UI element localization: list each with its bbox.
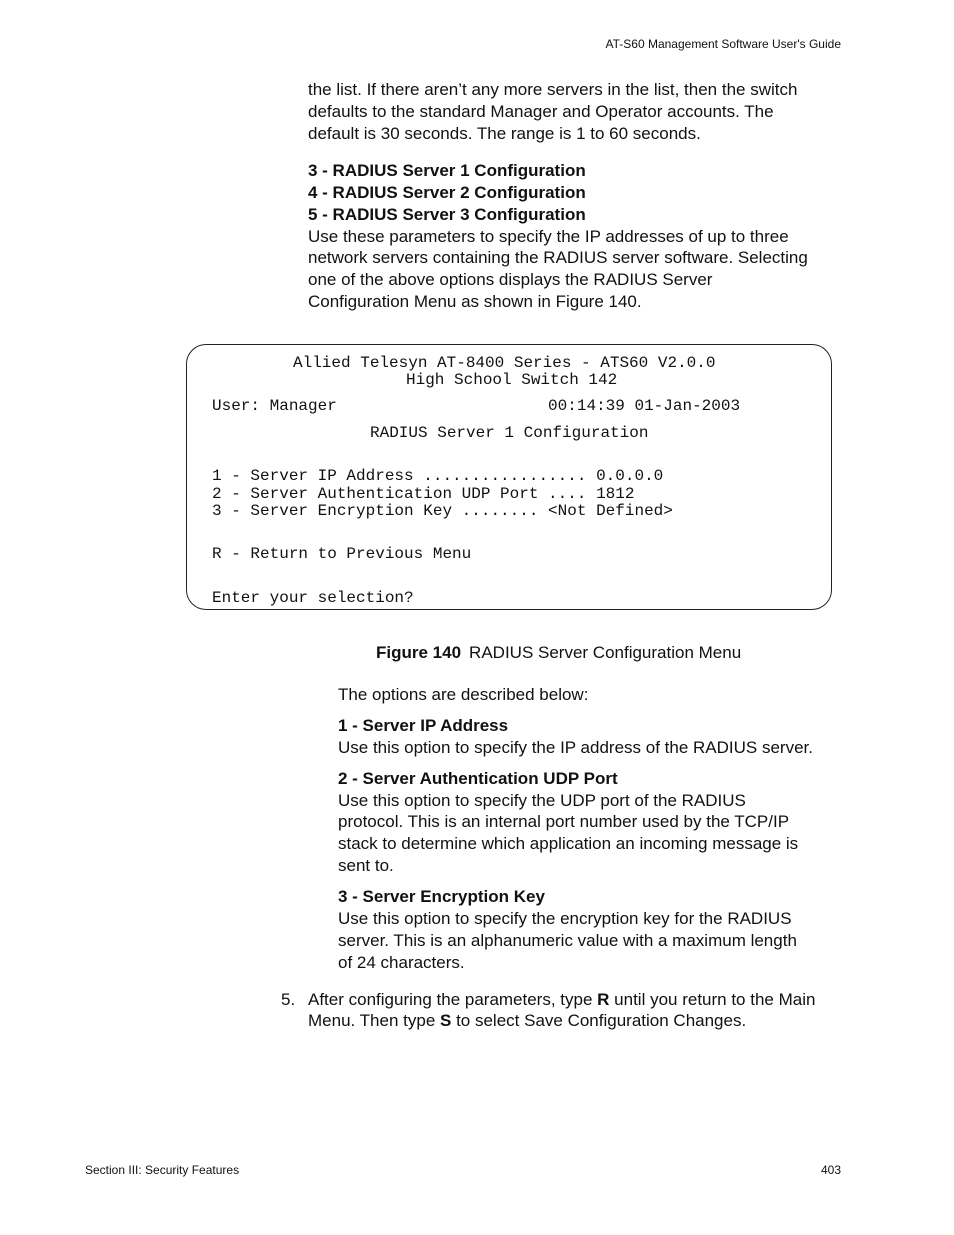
text-line: Use this option to specify the encryption key for the RADIUS bbox=[338, 909, 792, 928]
terminal-user-line: User: Manager 00:14:39 01-Jan-2003 bbox=[212, 397, 741, 415]
step-number: 5. bbox=[281, 990, 296, 1009]
text-line: the list. If there aren’t any more servers in the list, then the switch bbox=[308, 80, 798, 99]
text-line: Use this option to specify the IP address of the RADIUS server. bbox=[338, 738, 813, 757]
text-line: protocol. This is an internal port number used by the TCP/IP bbox=[338, 812, 790, 831]
text-line: one of the above options displays the RADIUS Server bbox=[308, 270, 713, 289]
text-line: Use this option to specify the UDP port of the RADIUS bbox=[338, 791, 746, 810]
terminal-option: 1 - Server IP Address ................. 0.0.0.0 bbox=[212, 467, 664, 485]
text-line: Use these parameters to specify the IP addresses of up to three bbox=[308, 227, 789, 246]
terminal-prompt: Enter your selection? bbox=[212, 589, 414, 607]
footer-section: Section III: Security Features bbox=[85, 1163, 240, 1177]
text-line: of 24 characters. bbox=[338, 953, 465, 972]
key-name: S bbox=[440, 1011, 452, 1030]
text-run: After configuring the parameters, type bbox=[308, 990, 598, 1009]
text-line: network servers containing the RADIUS server software. Selecting bbox=[308, 248, 808, 267]
terminal-option: 3 - Server Encryption Key ........ <Not Defined> bbox=[212, 502, 673, 520]
option-heading: 4 - RADIUS Server 2 Configuration bbox=[308, 183, 586, 202]
text-line: sent to. bbox=[338, 856, 394, 875]
figure-label: Figure 140 bbox=[376, 643, 462, 662]
option-heading: 2 - Server Authentication UDP Port bbox=[338, 769, 618, 788]
figure-caption bbox=[376, 643, 741, 663]
terminal-title-line: Allied Telesyn AT-8400 Series - ATS60 V2.0.0 bbox=[293, 354, 716, 372]
terminal-switch-name: High School Switch 142 bbox=[406, 371, 618, 389]
text-run: to select Save Configuration Changes. bbox=[451, 1011, 747, 1030]
running-header: AT-S60 Management Software User's Guide bbox=[605, 37, 841, 51]
option-heading: 3 - RADIUS Server 1 Configuration bbox=[308, 161, 586, 180]
text-line: defaults to the standard Manager and Operator accounts. The bbox=[308, 102, 774, 121]
text-line: stack to determine which application an incoming message is bbox=[338, 834, 799, 853]
terminal-option: 2 - Server Authentication UDP Port .... 1812 bbox=[212, 485, 635, 503]
text-line: Configuration Menu as shown in Figure 140. bbox=[308, 292, 642, 311]
options-intro: The options are described below: bbox=[338, 685, 589, 704]
text-run: Menu. Then type bbox=[308, 1011, 440, 1030]
footer-page-number: 403 bbox=[820, 1163, 841, 1177]
figure-caption-text: RADIUS Server Configuration Menu bbox=[469, 643, 742, 662]
option-heading: 1 - Server IP Address bbox=[338, 716, 509, 735]
text-line bbox=[308, 1010, 746, 1032]
option-heading: 5 - RADIUS Server 3 Configuration bbox=[308, 205, 586, 224]
text-line: server. This is an alphanumeric value with a maximum length bbox=[338, 931, 797, 950]
text-run: until you return to the Main bbox=[609, 990, 816, 1009]
key-name: R bbox=[597, 990, 610, 1009]
text-line: default is 30 seconds. The range is 1 to 60 seconds. bbox=[308, 124, 701, 143]
option-heading: 3 - Server Encryption Key bbox=[338, 887, 545, 906]
text-line bbox=[308, 989, 815, 1011]
terminal-screen bbox=[186, 344, 832, 610]
terminal-menu-title: RADIUS Server 1 Configuration bbox=[370, 424, 649, 442]
terminal-return-option: R - Return to Previous Menu bbox=[212, 545, 472, 563]
